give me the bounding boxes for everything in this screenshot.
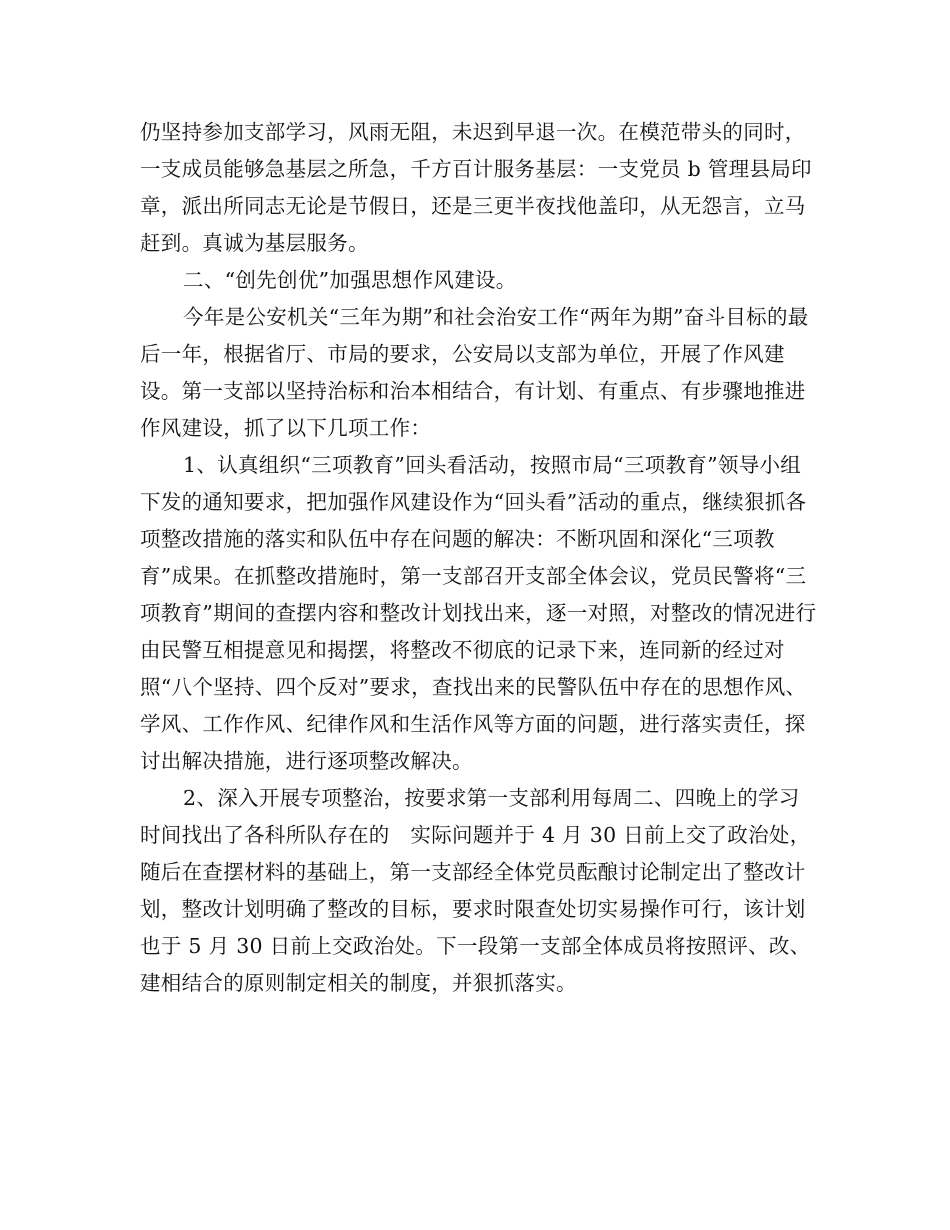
section-heading: 二、“创先创优”加强思想作风建设。 (183, 268, 517, 292)
paragraph-continuation: 仍坚持参加支部学习，风雨无阻，未迟到早退一次。在模范带头的同时，一支成员能够急基层之所急，千方百计服务基层：一支党员 b 管理县局印章，派出所同志无论是节假日，还是三更半夜找他盖印，从无怨言，立马赶到。真诚为基层服务。 (140, 120, 812, 255)
paragraph-item-2: 2、深入开展专项整治，按要求第一支部利用每周二、四晚上的学习时间找出了各科所队存在的 实际问题并于 4 月 30 日前上交了政治处，随后在查摆材料的基础上，第一支部经全体党员酝酿讨论制定出了整改计划，整改计划明确了整改的目标，要求时限查处切实易操作可行，该计划也于 5 月 30 日前上交政治处。下一段第一支部全体成员将按照评、改、建相结合的原则制定相关的制度，并狠抓落实。 (140, 786, 811, 995)
document-body (140, 114, 820, 1002)
paragraph-item-1: 1、认真组织“三项教育”回头看活动，按照市局“三项教育”领导小组下发的通知要求，把加强作风建设作为“回头看”活动的重点，继续狠抓各项整改措施的落实和队伍中存在问题的解决：不断巩固和深化“三项教育”成果。在抓整改措施时，第一支部召开支部全体会议，党员民警将“三项教育”期间的查摆内容和整改计划找出来，逐一对照，对整改的情况进行由民警互相提意见和揭摆，将整改不彻底的记录下来，连同新的经过对照“八个坚持、四个反对”要求，查找出来的民警队伍中存在的思想作风、学风、工作作风、纪律作风和生活作风等方面的问题，进行落实责任，探讨出解决措施，进行逐项整改解决。 (140, 453, 817, 773)
paragraph-intro: 今年是公安机关“三年为期”和社会治安工作“两年为期”奋斗目标的最后一年，根据省厅、市局的要求，公安局以支部为单位，开展了作风建设。第一支部以坚持治标和治本相结合，有计划、有重点、有步骤地推进作风建设，抓了以下几项工作： (140, 305, 809, 440)
